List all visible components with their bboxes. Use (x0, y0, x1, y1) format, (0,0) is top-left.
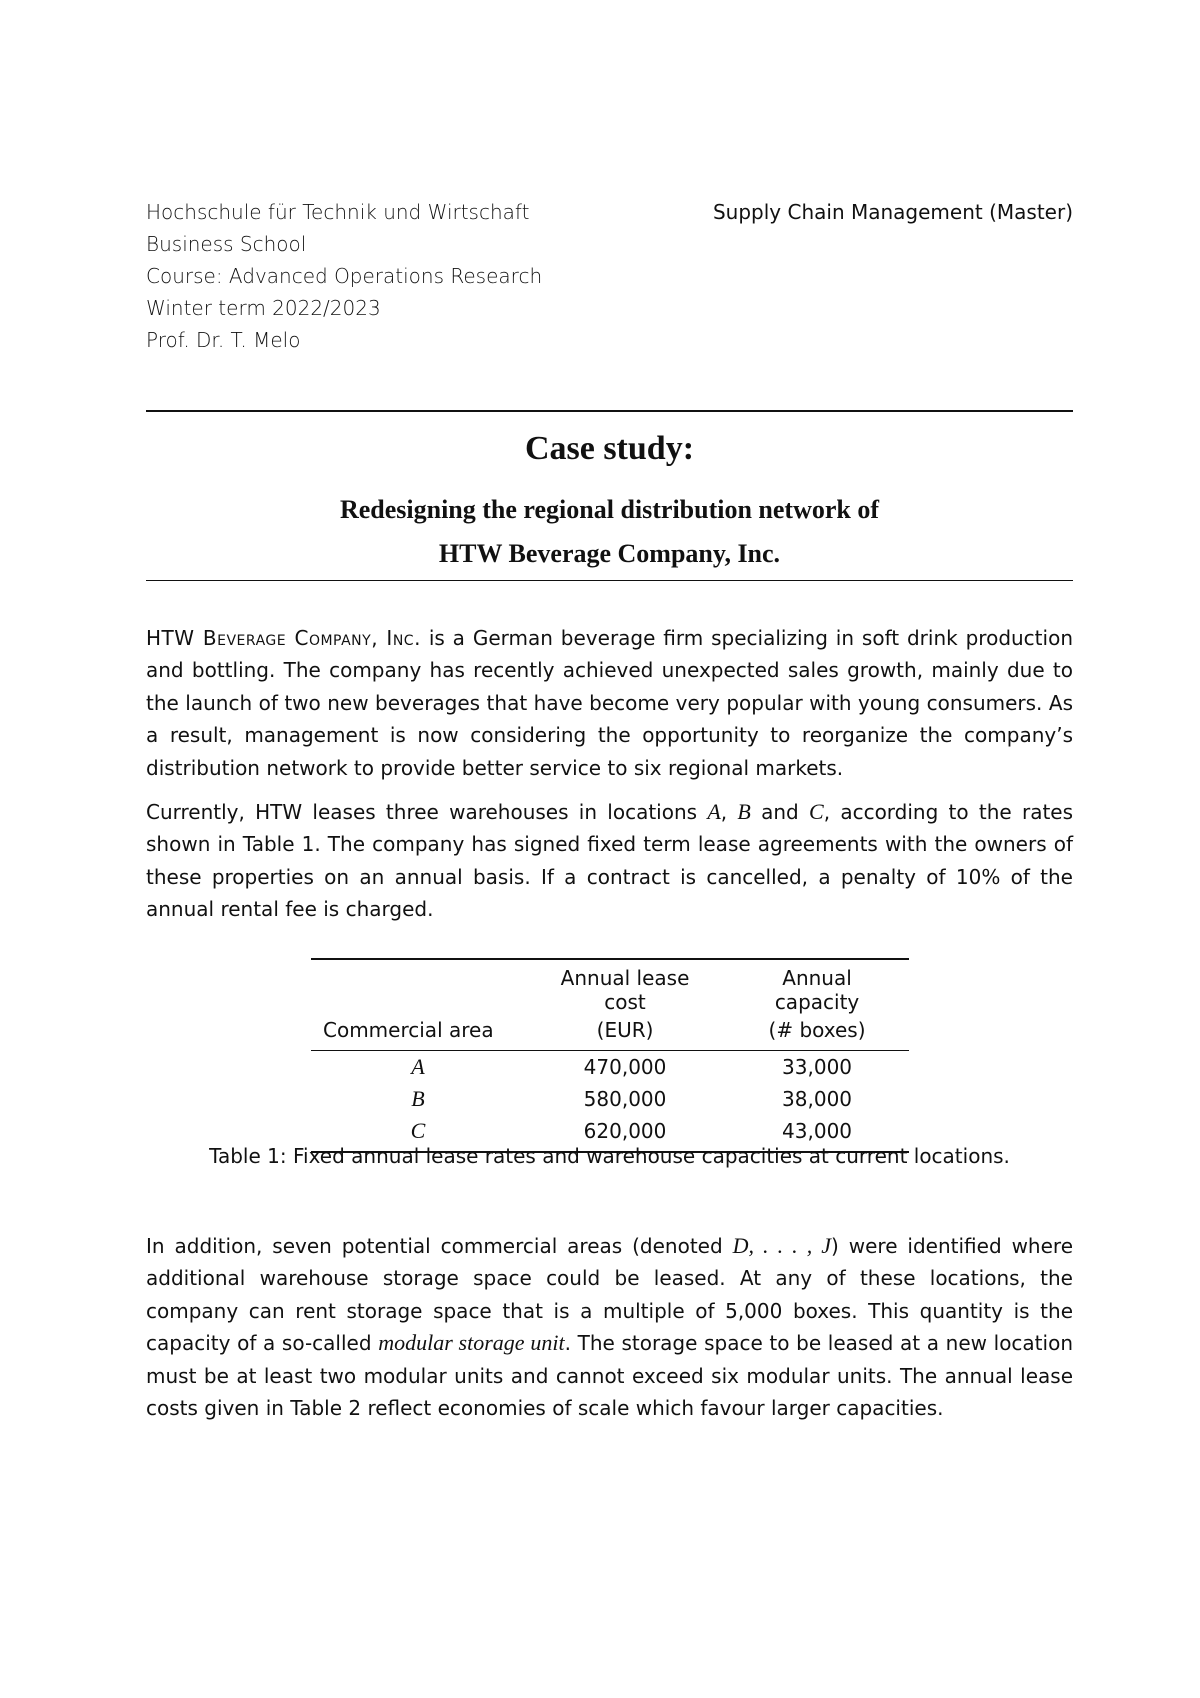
header-line-professor: Prof. Dr. T. Melo (146, 328, 301, 352)
table-cell-capacity: 38,000 (782, 1087, 853, 1111)
text-run: and (750, 800, 810, 824)
table-caption: Table 1: Fixed annual lease rates and warehouse capacities at current locations. (209, 1144, 1010, 1168)
table-cell-cost: 620,000 (525, 1115, 725, 1152)
table-cell-capacity: 33,000 (782, 1055, 853, 1079)
text-run: , according to the rates shown in Table 1. The company has signed fixed term lease agreements with the owners of these properties on an annual basis. If a contract is cancelled, a penalty of 10% of the annual rental fee is charged. (146, 800, 1074, 922)
table-row (311, 1051, 909, 1084)
table-header-capacity: Annual capacity (725, 959, 909, 1014)
header-line-institution: Hochschule für Technik und Wirtschaft (146, 200, 530, 224)
page-subtitle (146, 488, 1073, 576)
math-location-b: B (737, 799, 751, 824)
header-affiliation (146, 196, 542, 356)
header-line-course: Course: Advanced Operations Research (146, 264, 543, 288)
header-line-term: Winter term 2022/2023 (146, 296, 381, 320)
company-name: HTW Beverage Company, Inc. (146, 626, 421, 650)
table-cell-cost: 470,000 (583, 1055, 667, 1079)
table-row (311, 1083, 909, 1115)
header-line-school: Business School (146, 232, 307, 256)
paragraph-new-locations (146, 1230, 1073, 1424)
table-header-cost: Annual lease cost (525, 959, 725, 1014)
page-title: Case study: (524, 430, 695, 467)
table-cell-cost: 580,000 (583, 1087, 667, 1111)
text-run: . The storage space to be leased at a new location must be at least two modular units and cannot exceed six modular units. The annual lease costs given in Table 2 reflect economies of scale which favour larger capacities. (146, 1331, 1073, 1421)
subtitle-line-1: Redesigning the regional distribution network of (339, 495, 880, 524)
text-run: In addition, seven potential commercial areas (denoted (146, 1234, 733, 1258)
header-program: Supply Chain Management (Master) (712, 200, 1073, 224)
text-run: , (720, 800, 738, 824)
math-range-d-j: D, . . . , J (732, 1233, 832, 1258)
table-header-area: Commercial area (311, 1014, 525, 1051)
text-run: Currently, HTW leases three warehouses in locations (146, 800, 708, 824)
title-top-rule (146, 410, 1073, 412)
table-header-cell (311, 959, 525, 1014)
table-cell-area: C (311, 1115, 525, 1152)
table-cell-area: B (411, 1086, 425, 1111)
paragraph-intro-text: is a German beverage firm specializing in soft drink production and bottling. The company has recently achieved unexpected sales growth, mainly due to the launch of two new beverages that have become very popular with young consumers. As a result, management is now considering the opportunity to reorganize the company’s distribution network to provide better service to six regional markets. (146, 626, 1073, 780)
paragraph-current-warehouses (146, 796, 1073, 926)
table-header-cost-unit: (EUR) (525, 1014, 725, 1051)
table-cell-capacity: 43,000 (725, 1115, 909, 1152)
math-location-c: C (809, 799, 824, 824)
math-location-a: A (707, 799, 721, 824)
lease-table (311, 958, 909, 1153)
table-header-capacity-unit: (# boxes) (725, 1014, 909, 1051)
paragraph-intro (146, 622, 1073, 784)
table-cell-area: A (411, 1054, 425, 1079)
title-bottom-rule (146, 580, 1073, 581)
emphasis-modular-unit: modular storage unit (378, 1330, 565, 1356)
subtitle-line-2: HTW Beverage Company, Inc. (438, 539, 781, 568)
text-run: ) were identified where additional warehouse storage space could be leased. At any of these locations, the company can rent storage space that is a multiple of 5,000 boxes. This quantity is the capacity of a so-called (146, 1234, 1074, 1356)
